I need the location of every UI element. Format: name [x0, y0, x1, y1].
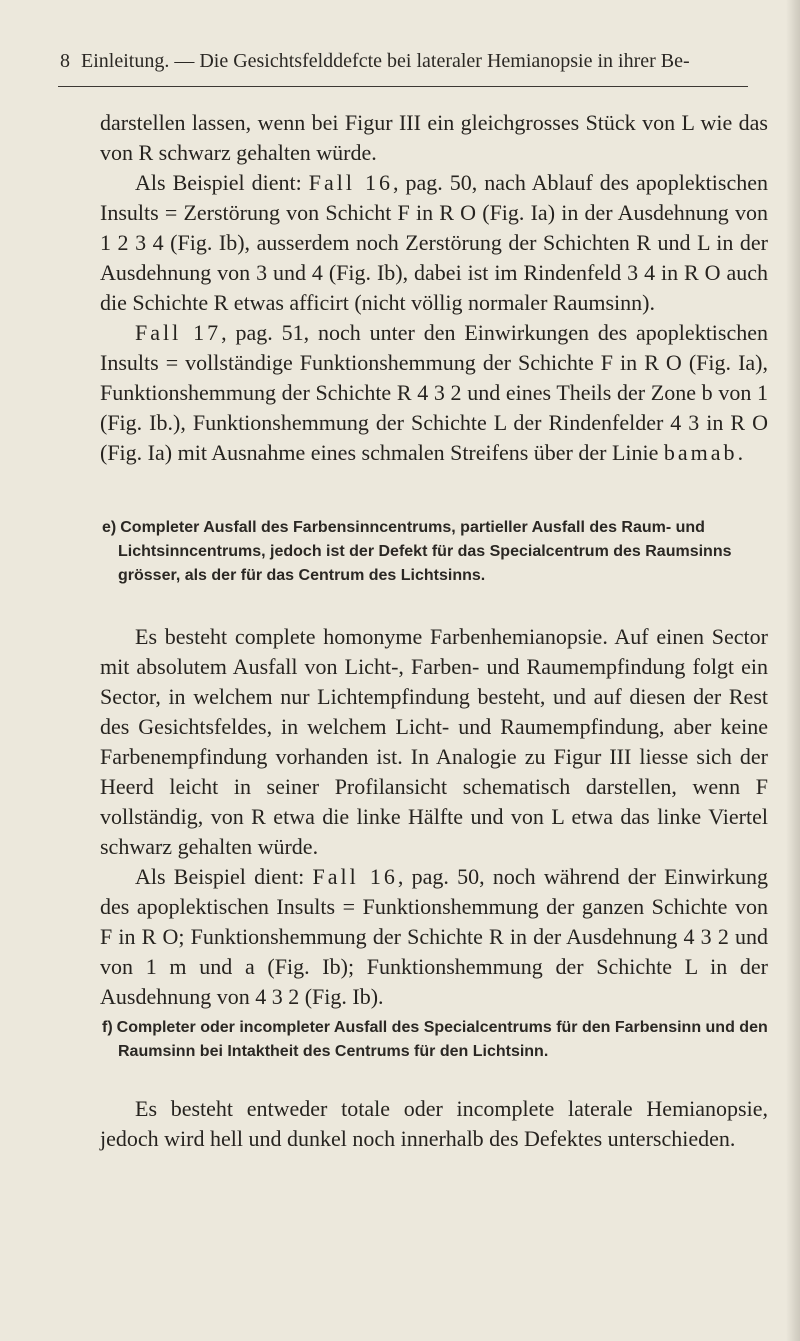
- paragraph-3-end: .: [737, 440, 744, 465]
- paragraph-1: darstellen lassen, wenn bei Figur III ein gleichgrosses Stück von L wie das von R schwarz gehalten würde.: [100, 110, 768, 165]
- paragraph-6: Es besteht entweder totale oder incomplete laterale Hemianopsie, jedoch wird hell und dunkel noch innerhalb des Defektes unterschieden.: [100, 1096, 768, 1151]
- heading-text: Completer Ausfall des Farbensinncentrums, partieller Ausfall des Raum- und Lichtsinncentrums, jedoch ist der Defekt für das Specialcentrum des Raumsinns grösser, als der für das Centrum des Lichtsinns.: [118, 519, 732, 584]
- case-reference: Fall 17: [135, 320, 222, 345]
- paragraph-5: [100, 862, 768, 1012]
- paragraph-2: [100, 168, 768, 318]
- paragraph-3: [100, 318, 768, 468]
- running-title: Einleitung. — Die Gesichtsfelddefcte bei lateraler Hemianopsie in ihrer Be-: [81, 50, 690, 72]
- text-block-3: [100, 1094, 768, 1154]
- case-reference: Fall 16: [308, 170, 394, 195]
- case-reference: Fall 16: [312, 864, 398, 889]
- section-heading-e: [102, 516, 770, 588]
- paragraph-5-rest: , pag. 50, noch während der Einwirkung des apoplektischen Insults = Funktionshemmung der ganzen Schichte von F in R O; Funktionshemmung der Schichte R in der Ausdehnung 4 3 2 und von 1 m und a (Fig. Ib); Funktionshemmung der Schichte L in der Ausdehnung von 4 3 2 (Fig. Ib).: [100, 864, 768, 1009]
- paragraph-5-lead: Als Beispiel dient:: [135, 864, 313, 889]
- heading-label: e): [102, 519, 117, 536]
- paragraph-2-lead: Als Beispiel dient:: [135, 170, 309, 195]
- paragraph-3-mid: , pag. 51, noch unter den Einwirkungen des apoplektischen Insults = vollständige Funktionshemmung der Schichte F in R O (Fig. Ia), Funktionshemmung der Schichte R 4 3 2 und eines Theils der Zone b von 1 (Fig. Ib.), Funktionshemmung der Schichte L der Rindenfelder 4 3 in R O (Fig. Ia) mit Ausnahme eines schmalen Streifens über der Linie: [100, 320, 769, 465]
- text-block-2: [100, 622, 768, 1012]
- running-header: [60, 48, 760, 74]
- heading-text: Completer oder incompleter Ausfall des Specialcentrums für den Farbensinn und den Raumsinn bei Intaktheit des Centrums für den Lichtsinn.: [116, 1019, 768, 1060]
- paragraph-2-rest: , pag. 50, nach Ablauf des apoplektischen Insults = Zerstörung von Schicht F in R O (Fig. Ia) in der Ausdehnung von 1 2 3 4 (Fig. Ib), ausserdem noch Zerstörung der Schichten R und L in der Ausdehnung von 3 und 4 (Fig. Ib), dabei ist im Rindenfeld 3 4 in R O auch die Schichte R etwas afficirt (nicht völlig normaler Raumsinn).: [100, 170, 768, 315]
- line-label: bamab: [663, 440, 738, 465]
- section-heading-f: [102, 1016, 770, 1064]
- page-number: 8: [60, 50, 70, 72]
- page-edge-shadow: [786, 0, 800, 1341]
- heading-label: f): [102, 1019, 113, 1036]
- header-rule: [58, 86, 748, 87]
- paragraph-4: Es besteht complete homonyme Farbenhemianopsie. Auf einen Sector mit absolutem Ausfall von Licht-, Farben- und Raumempfindung folgt ein Sector, in welchem nur Lichtempfindung besteht, und auf diesen der Rest des Gesichtsfeldes, in welchem Licht- und Raumempfindung, aber keine Farbenempfindung vorhanden ist. In Analogie zu Figur III liesse sich der Heerd leicht in seiner Profilansicht schematisch darstellen, wenn F vollständig, von R etwa die linke Hälfte und von L etwa das linke Viertel schwarz gehalten würde.: [100, 624, 768, 859]
- text-block-1: [100, 108, 768, 468]
